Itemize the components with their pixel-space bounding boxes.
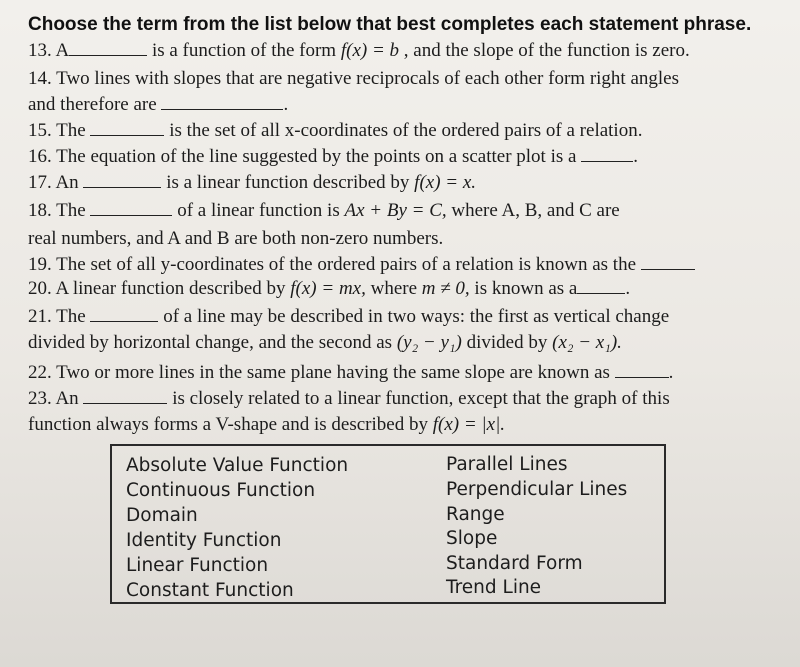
answer-blank-16[interactable]: [581, 146, 633, 162]
term-identity-function: Identity Function: [126, 530, 282, 551]
answer-blank-20[interactable]: [577, 278, 625, 294]
question-21-cont: divided by horizontal change, and the second as (y₂ − y₁) divided by (x₂ − x₁).: [28, 332, 622, 353]
term-absolute-value-function: Absolute Value Function: [126, 455, 349, 476]
question-20: 20. A linear function described by f(x) = mx, where m ≠ 0, is known as a .: [28, 278, 631, 299]
answer-blank-14[interactable]: [161, 94, 283, 110]
question-23: 23. An is closely related to a linear function, except that the graph of this: [28, 388, 670, 409]
term-linear-function: Linear Function: [126, 555, 269, 576]
term-parallel-lines: Parallel Lines: [446, 454, 568, 475]
answer-blank-22[interactable]: [615, 362, 669, 378]
question-16: 16. The equation of the line suggested by the points on a scatter plot is a .: [28, 146, 638, 167]
instructions-heading: Choose the term from the list below that best completes each statement phrase.: [28, 14, 752, 35]
term-standard-form: Standard Form: [446, 553, 583, 574]
answer-blank-19[interactable]: [641, 254, 695, 270]
term-constant-function: Constant Function: [126, 580, 294, 601]
question-18-cont: real numbers, and A and B are both non-zero numbers.: [28, 228, 444, 249]
term-slope: Slope: [446, 528, 498, 549]
question-19: 19. The set of all y-coordinates of the ordered pairs of a relation is known as the: [28, 254, 695, 276]
answer-blank-18[interactable]: [90, 200, 172, 216]
question-18: 18. The of a linear function is Ax + By = C, where A, B, and C are: [28, 200, 620, 221]
answer-blank-21[interactable]: [90, 306, 158, 322]
question-21: 21. The of a line may be described in two ways: the first as vertical change: [28, 306, 670, 327]
question-22: 22. Two or more lines in the same plane having the same slope are known as .: [28, 362, 674, 383]
question-14: 14. Two lines with slopes that are negative reciprocals of each other form right angles: [28, 68, 679, 89]
term-domain: Domain: [126, 505, 198, 526]
answer-blank-15[interactable]: [90, 120, 164, 136]
question-17: 17. An is a linear function described by f(x) = x.: [28, 172, 477, 193]
answer-blank-23[interactable]: [83, 388, 167, 404]
term-trend-line: Trend Line: [446, 577, 542, 598]
question-13: 13. A is a function of the form f(x) = b , and the slope of the function is zero.: [28, 40, 690, 61]
answer-blank-17[interactable]: [83, 172, 161, 188]
answer-blank-13[interactable]: [69, 40, 147, 56]
word-bank: [110, 444, 666, 604]
term-continuous-function: Continuous Function: [126, 480, 316, 501]
question-15: 15. The is the set of all x-coordinates of the ordered pairs of a relation.: [28, 120, 643, 141]
question-23-cont: function always forms a V-shape and is described by f(x) = |x|.: [28, 414, 506, 435]
term-perpendicular-lines: Perpendicular Lines: [446, 479, 628, 500]
question-14-cont: and therefore are .: [28, 94, 289, 115]
term-range: Range: [446, 504, 505, 525]
bleed-through-text: [470, 95, 474, 111]
